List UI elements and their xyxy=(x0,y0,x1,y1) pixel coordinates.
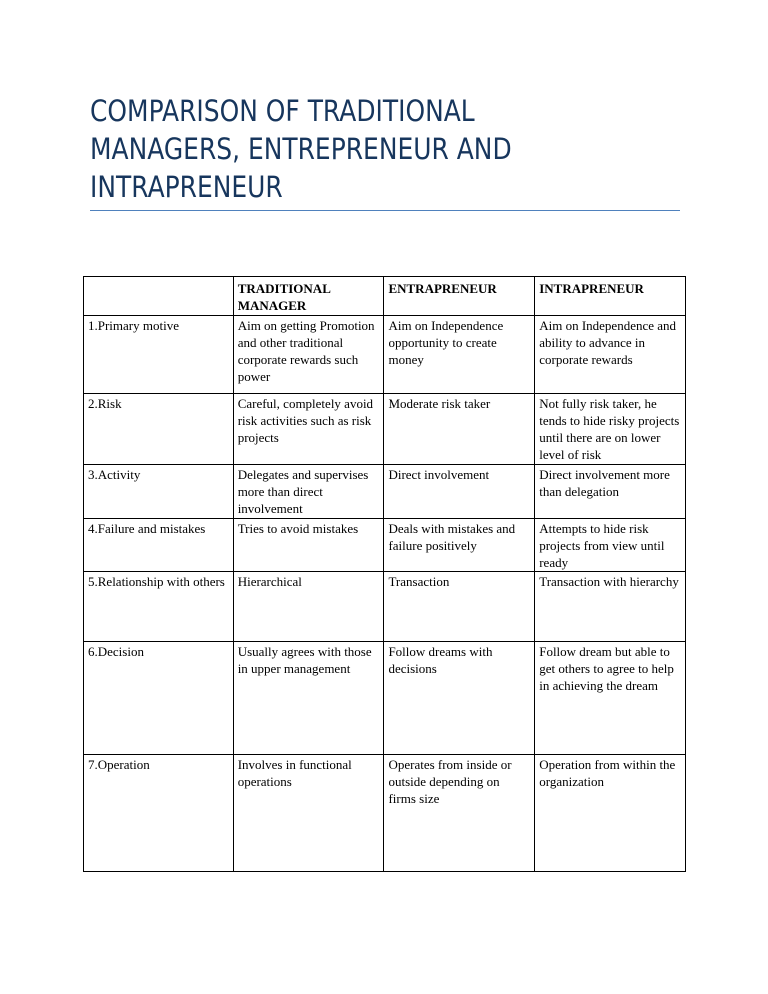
table-cell: Aim on Independence opportunity to create money xyxy=(384,316,535,394)
table-cell: Deals with mistakes and failure positively xyxy=(384,519,535,572)
comparison-table xyxy=(83,276,686,872)
page-title xyxy=(90,92,606,206)
header-intrapreneur: INTRAPRENEUR xyxy=(535,277,686,316)
table-cell: Usually agrees with those in upper management xyxy=(233,642,384,755)
table-row xyxy=(84,572,686,642)
row-label: 5.Relationship with others xyxy=(84,572,234,642)
row-label: 1.Primary motive xyxy=(84,316,234,394)
table-cell: Follow dreams with decisions xyxy=(384,642,535,755)
table-row xyxy=(84,394,686,465)
header-cell-empty xyxy=(84,277,234,316)
table-cell: Direct involvement more than delegation xyxy=(535,465,686,519)
title-underline xyxy=(90,210,680,211)
table-cell: Hierarchical xyxy=(233,572,384,642)
row-label: 7.Operation xyxy=(84,755,234,872)
table-cell: Aim on getting Promotion and other traditional corporate rewards such power xyxy=(233,316,384,394)
table-cell: Operates from inside or outside depending on firms size xyxy=(384,755,535,872)
table-row xyxy=(84,755,686,872)
table-cell: Operation from within the organization xyxy=(535,755,686,872)
title-line-1: COMPARISON OF TRADITIONAL xyxy=(90,94,475,128)
table-cell: Careful, completely avoid risk activities such as risk projects xyxy=(233,394,384,465)
table-cell: Tries to avoid mistakes xyxy=(233,519,384,572)
table-row xyxy=(84,519,686,572)
table-cell: Moderate risk taker xyxy=(384,394,535,465)
title-line-2: MANAGERS, ENTREPRENEUR AND xyxy=(90,132,512,166)
row-label: 3.Activity xyxy=(84,465,234,519)
table-cell: Aim on Independence and ability to advance in corporate rewards xyxy=(535,316,686,394)
row-label: 2.Risk xyxy=(84,394,234,465)
table-cell: Attempts to hide risk projects from view until ready xyxy=(535,519,686,572)
table-row xyxy=(84,316,686,394)
table-header-row xyxy=(84,277,686,316)
header-traditional-manager: TRADITIONAL MANAGER xyxy=(233,277,384,316)
table-cell: Direct involvement xyxy=(384,465,535,519)
row-label: 6.Decision xyxy=(84,642,234,755)
table-cell: Not fully risk taker, he tends to hide risky projects until there are on lower level of risk xyxy=(535,394,686,465)
table-cell: Delegates and supervises more than direct involvement xyxy=(233,465,384,519)
table-cell: Transaction with hierarchy xyxy=(535,572,686,642)
table-cell: Involves in functional operations xyxy=(233,755,384,872)
table-cell: Transaction xyxy=(384,572,535,642)
table-row xyxy=(84,642,686,755)
table-row xyxy=(84,465,686,519)
row-label: 4.Failure and mistakes xyxy=(84,519,234,572)
table-cell: Follow dream but able to get others to agree to help in achieving the dream xyxy=(535,642,686,755)
title-line-3: INTRAPRENEUR xyxy=(90,170,283,204)
header-entrepreneur: ENTRAPRENEUR xyxy=(384,277,535,316)
